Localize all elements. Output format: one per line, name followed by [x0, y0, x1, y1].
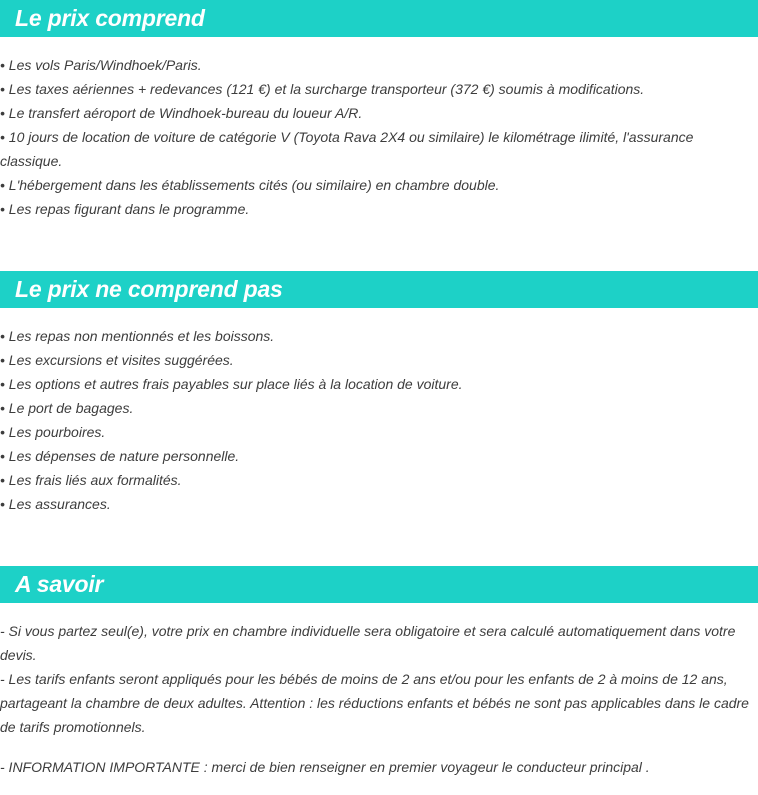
excluded-list: [0, 324, 752, 516]
info-paragraphs: [0, 619, 752, 779]
list-item: • 10 jours de location de voiture de catégorie V (Toyota Rava 2X4 ou similaire) le kilométrage ilimité, l'assurance classique.: [0, 129, 694, 169]
list-item: • Les excursions et visites suggérées.: [0, 352, 234, 368]
list-item: • Le port de bagages.: [0, 400, 134, 416]
section-header-prix-ne-comprend-pas: [0, 271, 758, 308]
section-header-a-savoir: [0, 566, 758, 603]
list-item: • Les pourboires.: [0, 424, 106, 440]
list-item: • Les dépenses de nature personnelle.: [0, 448, 240, 464]
list-item: • Les options et autres frais payables sur place liés à la location de voiture.: [0, 376, 463, 392]
list-item: • Les repas figurant dans le programme.: [0, 201, 250, 217]
list-item: • Les assurances.: [0, 496, 111, 512]
section-title: Le prix ne comprend pas: [15, 276, 283, 302]
list-item: • Les frais liés aux formalités.: [0, 472, 182, 488]
list-item: • L'hébergement dans les établissements cités (ou similaire) en chambre double.: [0, 177, 500, 193]
list-item: • Les taxes aériennes + redevances (121 €) et la surcharge transporteur (372 €) soumis à modifications.: [0, 81, 645, 97]
list-item: • Les repas non mentionnés et les boissons.: [0, 328, 275, 344]
section-title: Le prix comprend: [15, 5, 205, 31]
list-item: • Le transfert aéroport de Windhoek-bureau du loueur A/R.: [0, 105, 363, 121]
section-title: A savoir: [15, 571, 104, 597]
info-paragraph: - INFORMATION IMPORTANTE : merci de bien renseigner en premier voyageur le conducteur principal .: [0, 759, 650, 775]
info-paragraph: - Les tarifs enfants seront appliqués pour les bébés de moins de 2 ans et/ou pour les enfants de 2 à moins de 12 ans, partageant la chambre de deux adultes. Attention : les réductions enfants et bébés ne sont pas applicables dans le cadre de tarifs promotionnels.: [0, 671, 749, 735]
info-paragraph: - Si vous partez seul(e), votre prix en chambre individuelle sera obligatoire et sera calculé automatiquement dans votre devis.: [0, 623, 736, 663]
list-item: • Les vols Paris/Windhoek/Paris.: [0, 57, 202, 73]
included-list: [0, 53, 752, 221]
section-header-prix-comprend: [0, 0, 758, 37]
